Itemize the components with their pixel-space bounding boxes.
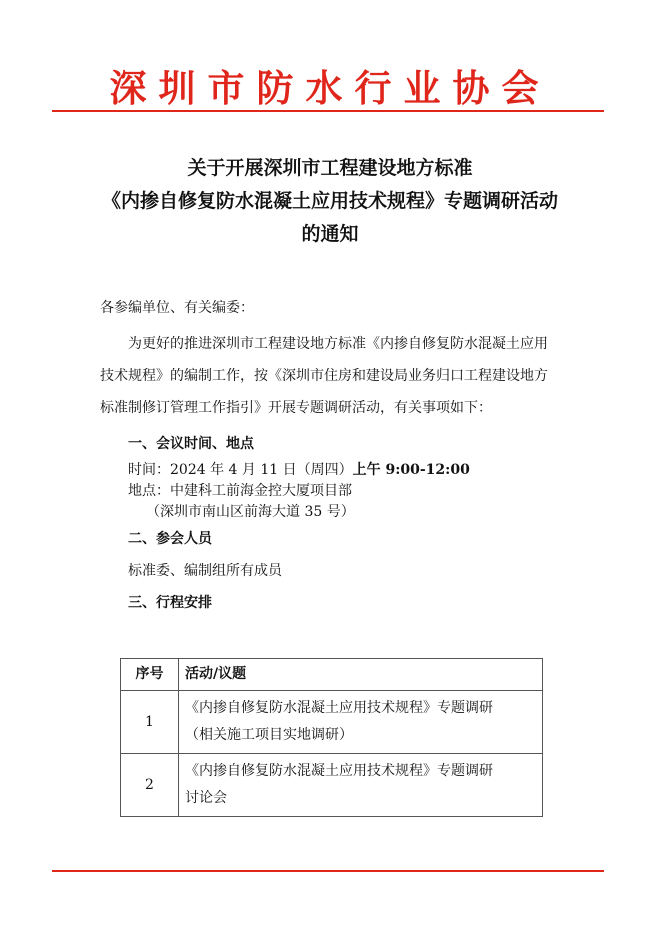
time-hours: 上午 9:00-12:00 [352, 462, 470, 478]
attendees: 标准委、编制组所有成员 [128, 563, 282, 579]
place-name: 中建科工前海金控大厦项目部 [170, 483, 352, 499]
notice-body [100, 292, 560, 619]
schedule-table [120, 658, 543, 817]
activity-line-1: 《内掺自修复防水混凝土应用技术规程》专题调研 [185, 700, 493, 716]
row-activity [179, 691, 543, 754]
table-row [121, 754, 543, 817]
activity-line-1: 《内掺自修复防水混凝土应用技术规程》专题调研 [185, 763, 493, 779]
row-number: 2 [121, 754, 179, 817]
place-address: （深圳市南山区前海大道 35 号） [146, 504, 355, 520]
salutation: 各参编单位、有关编委： [100, 300, 254, 316]
header-seq: 序号 [121, 659, 179, 691]
activity-line-2: 讨论会 [185, 790, 227, 806]
section-1-heading: 一、会议时间、地点 [128, 436, 254, 452]
time-label: 时间： [128, 462, 170, 478]
activity-line-2: （相关施工项目实地调研） [185, 727, 353, 743]
row-activity [179, 754, 543, 817]
notice-title [0, 152, 660, 251]
notice-title-line-1: 关于开展深圳市工程建设地方标准 [187, 157, 473, 179]
meeting-time [100, 460, 560, 481]
header-red-rule [52, 110, 604, 112]
meeting-place [100, 481, 560, 502]
time-date: 2024 年 4 月 11 日（周四） [170, 462, 353, 478]
section-3-heading: 三、行程安排 [128, 595, 212, 611]
notice-title-line-2: 《内掺自修复防水混凝土应用技术规程》专题调研活动 [101, 190, 558, 212]
footer-red-rule [52, 870, 604, 872]
intro-paragraph: 为更好的推进深圳市工程建设地方标准《内掺自修复防水混凝土应用技术规程》的编制工作，按《深圳市住房和建设局业务归口工程建设地方标准制修订管理工作指引》开展专题调研活动，有关事项如下： [100, 336, 548, 416]
org-name-header: 深圳市防水行业协会 [109, 66, 551, 110]
section-2-heading: 二、参会人员 [128, 531, 212, 547]
place-label: 地点： [128, 483, 170, 499]
schedule-header-row [121, 659, 543, 691]
header-activity: 活动/议题 [179, 659, 543, 691]
row-number: 1 [121, 691, 179, 754]
table-row [121, 691, 543, 754]
notice-title-line-3: 的通知 [301, 223, 359, 245]
